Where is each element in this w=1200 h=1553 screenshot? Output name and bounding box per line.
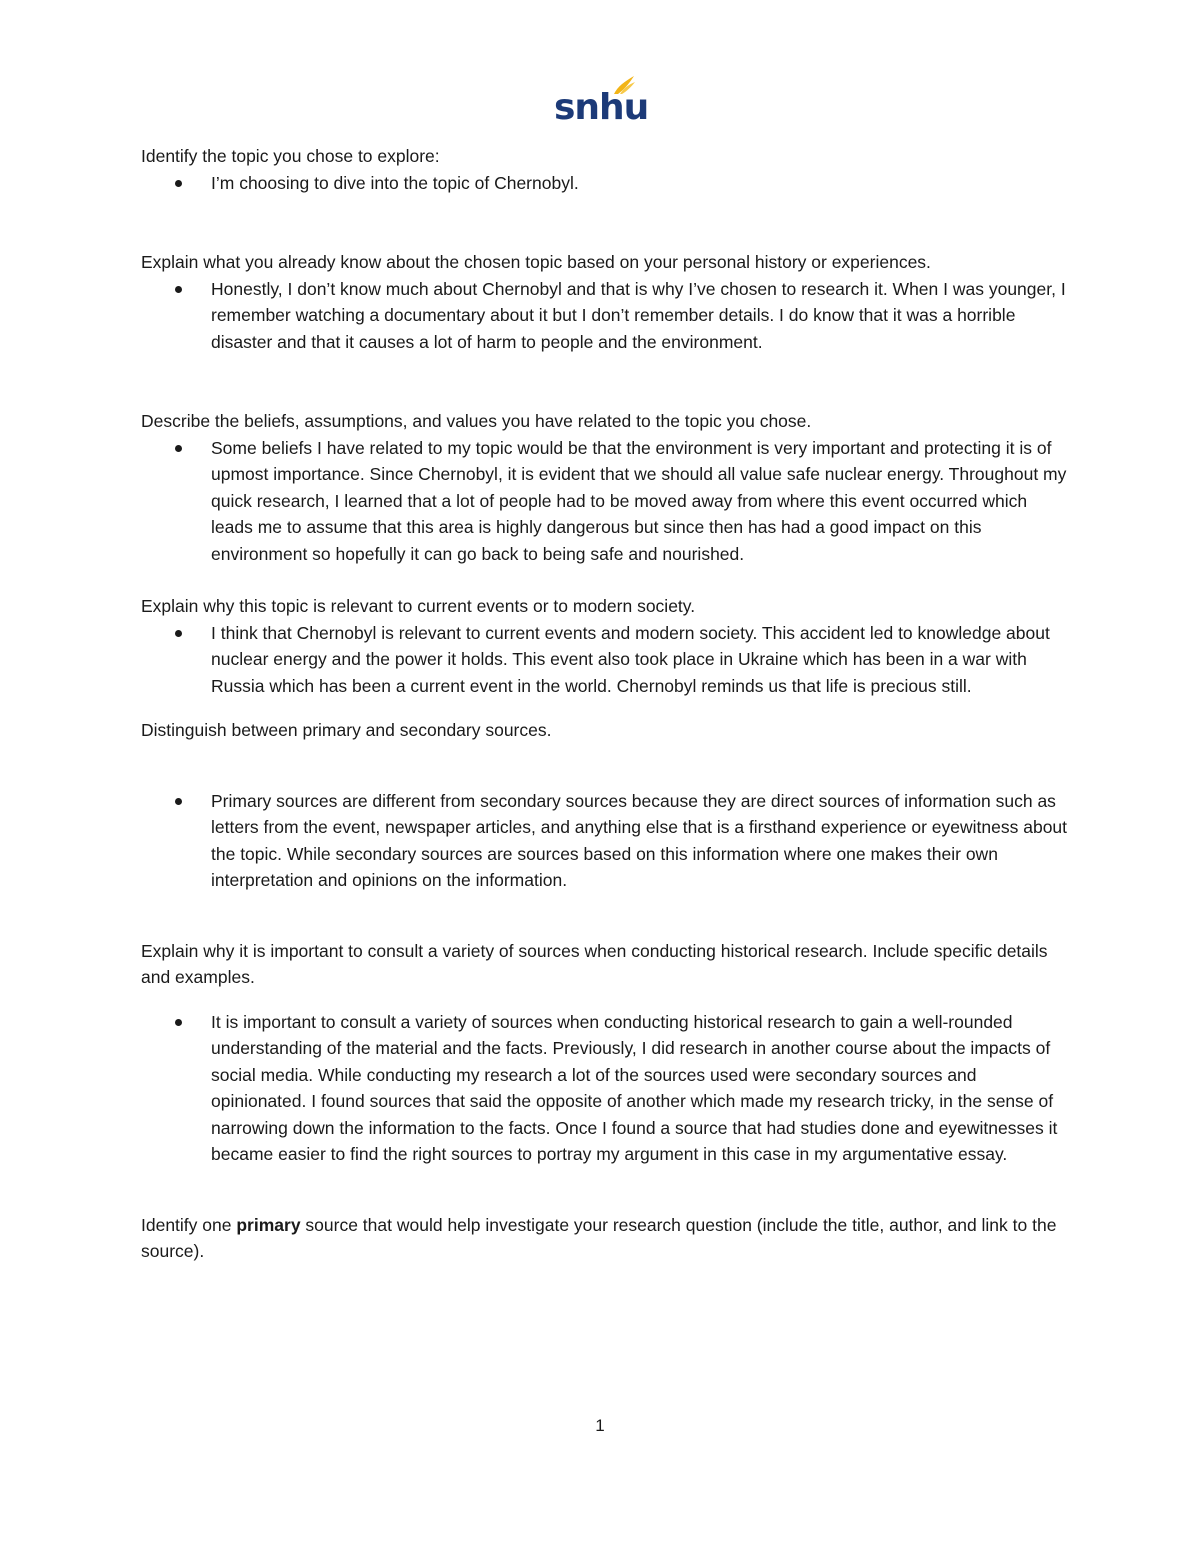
answer-text: It is important to consult a variety of sources when conducting historical research to gain a well-rounded understanding of the material and the facts. Previously, I did research in another course about the impacts of social media. While conducting my research a lot of the sources used were secondary sources and opinionated. I found sources that said the opposite of another which made my research tricky, in the sense of narrowing down the information to the facts. Once I found a source that had studies done and eyewitnesses it became easier to find the right sources to portray my argument in this case in my argumentative essay.	[211, 1011, 1058, 1164]
prompt-sources: Distinguish between primary and secondary sources.	[141, 720, 552, 740]
answer-text: I’m choosing to dive into the topic of Chernobyl.	[211, 172, 579, 193]
bullet-icon	[175, 445, 182, 452]
section-topic	[141, 143, 1071, 196]
prompt-bold-text: primary	[236, 1214, 301, 1235]
answer-list	[141, 1009, 1071, 1168]
page-number: 1	[595, 1416, 605, 1435]
bullet-icon	[175, 1019, 182, 1026]
answer-item	[141, 276, 1071, 356]
answer-text: I think that Chernobyl is relevant to current events and modern society. This accident led to knowledge about nuclear energy and the power it holds. This event also took place in Ukraine which has been in a war with Russia which has been a current event in the world. Chernobyl reminds us that life is precious still.	[211, 622, 1050, 696]
document-body	[141, 143, 1071, 1265]
answer-text: Primary sources are different from secondary sources because they are direct sources of information such as letters from the event, newspaper articles, and anything else that is a firsthand experience or eyewitness about the topic. While secondary sources are sources based on this information where one makes their own interpretation and opinions on the information.	[211, 790, 1068, 890]
answer-item	[141, 170, 1071, 197]
bullet-icon	[175, 286, 182, 293]
section-variety	[141, 938, 1071, 1168]
section-beliefs	[141, 408, 1071, 567]
snhu-logo	[554, 72, 649, 132]
answer-list	[141, 788, 1071, 894]
answer-text: Honestly, I don’t know much about Chernobyl and that is why I’ve chosen to research it. When I was younger, I remember watching a documentary about it but I don’t remember details. I do know that it was a horrible disaster and that it causes a lot of harm to people and the environment.	[211, 278, 1066, 352]
prompt-relevance: Explain why this topic is relevant to current events or to modern society.	[141, 596, 696, 616]
answer-list	[141, 170, 1071, 197]
answer-item	[141, 620, 1071, 700]
prompt-topic: Identify the topic you chose to explore:	[141, 146, 440, 166]
logo-text: snhu	[554, 87, 649, 128]
section-relevance	[141, 593, 1071, 699]
prompt-beliefs: Describe the beliefs, assumptions, and values you have related to the topic you chose.	[141, 411, 812, 431]
prompt-text: source that would help investigate your research question (include the title, author, and link to the source).	[141, 1214, 1057, 1261]
answer-item	[141, 1009, 1071, 1168]
bullet-icon	[175, 798, 182, 805]
answer-list	[141, 435, 1071, 568]
answer-list	[141, 620, 1071, 700]
answer-item	[141, 788, 1071, 894]
answer-item	[141, 435, 1071, 568]
section-sources	[141, 717, 1071, 894]
prompt-text: Identify one	[141, 1214, 237, 1235]
prompt-prior-knowledge: Explain what you already know about the chosen topic based on your personal history or experiences.	[141, 252, 931, 272]
prompt-variety: Explain why it is important to consult a variety of sources when conducting historical research. Include specific details and examples.	[141, 940, 1048, 987]
bullet-icon	[175, 180, 182, 187]
prompt-primary-source	[141, 1212, 1071, 1265]
answer-text: Some beliefs I have related to my topic would be that the environment is very important and protecting it is of upmost importance. Since Chernobyl, it is evident that we should all value safe nuclear energy. Throughout my quick research, I learned that a lot of people had to be moved away from where this event occurred which leads me to assume that this area is highly dangerous but since then has had a good impact on this environment so hopefully it can go back to being safe and nourished.	[211, 437, 1067, 564]
answer-list	[141, 276, 1071, 356]
bullet-icon	[175, 630, 182, 637]
section-prior-knowledge	[141, 249, 1071, 355]
